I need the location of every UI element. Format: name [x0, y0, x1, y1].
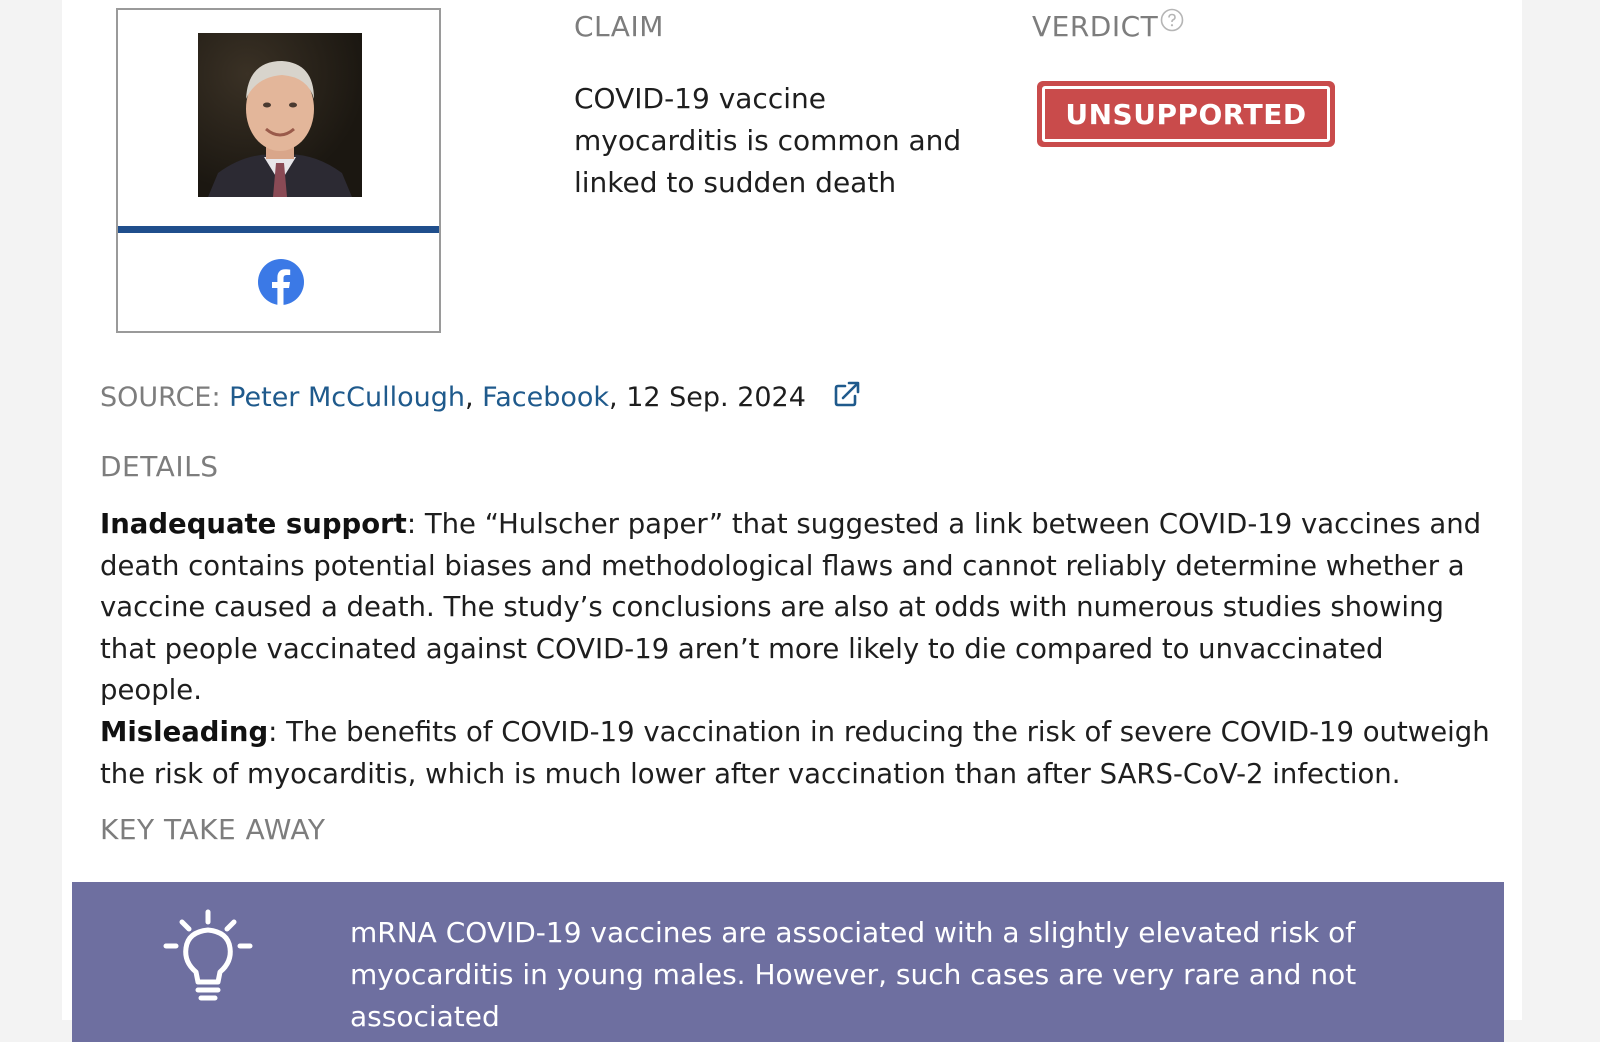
source-line	[100, 380, 861, 413]
source-platform-link[interactable]: Facebook	[482, 382, 610, 413]
facebook-icon[interactable]	[257, 258, 305, 306]
author-divider	[118, 226, 439, 233]
verdict-value: UNSUPPORTED	[1042, 86, 1330, 142]
details-label: DETAILS	[100, 450, 219, 483]
claim-text: COVID-19 vaccine myocarditis is common and linked to sudden death	[574, 82, 962, 199]
lightbulb-icon	[160, 908, 256, 1004]
question-circle-icon[interactable]	[1160, 8, 1184, 32]
takeaway-box	[72, 882, 1504, 1042]
source-separator: ,	[464, 382, 483, 413]
takeaway-label: KEY TAKE AWAY	[100, 813, 326, 846]
source-date-separator: ,	[609, 382, 627, 413]
detail-term: Misleading	[100, 715, 269, 748]
detail-text: : The benefits of COVID-19 vaccination in reducing the risk of severe COVID-19 outweigh the risk of myocarditis, which is much lower after vaccination than after SARS-CoV-2 infection.	[100, 715, 1490, 790]
verdict-badge	[1037, 81, 1335, 147]
author-portrait	[198, 33, 362, 197]
takeaway-text: mRNA COVID-19 vaccines are associated with a slightly elevated risk of myocarditis in young males. However, such cases are very rare and not associated	[350, 916, 1357, 1033]
claim-review-card	[62, 0, 1522, 1033]
external-link-icon[interactable]	[833, 380, 861, 408]
author-box	[116, 8, 441, 333]
verdict-label: VERDICT	[1032, 10, 1159, 43]
claim-label: CLAIM	[574, 10, 664, 43]
detail-text: : The “Hulscher paper” that suggested a link between COVID-19 vaccines and death contains potential biases and methodological flaws and cannot reliably determine whether a vaccine caused a death. The study’s conclusions are also at odds with numerous studies showing that people vaccinated against COVID-19 aren’t more likely to die compared to unvaccinated people.	[100, 508, 1482, 707]
details-text	[100, 504, 1490, 795]
source-label: SOURCE:	[100, 382, 221, 413]
source-author-link[interactable]: Peter McCullough	[229, 382, 465, 413]
detail-term: Inadequate support	[100, 508, 407, 540]
source-date: 12 Sep. 2024	[626, 382, 806, 413]
